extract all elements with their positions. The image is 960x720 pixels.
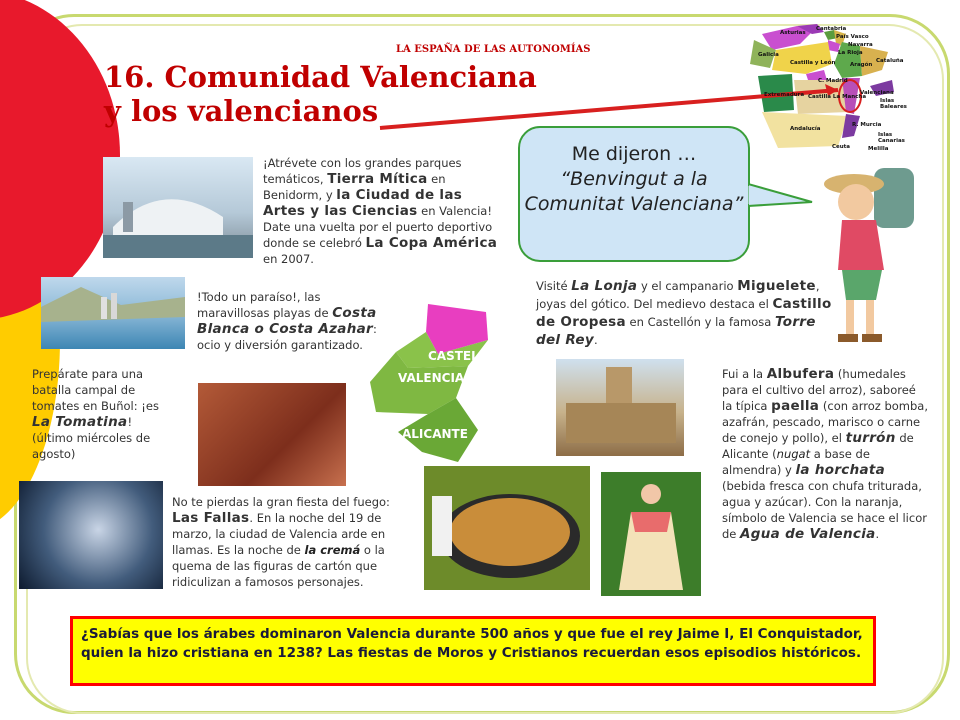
spain-map-labels: Asturias Cantabria País Vasco Galicia Navarra La Rioja Castilla y León Aragón Cataluña C. Madrid Extremadura Castilla La Mancha Valenciana Islas Baleares Andalucía R. Murcia Islas Canarias Ceuta Melilla xyxy=(758,26,907,152)
highlight-tierra-mitica: Tierra Mítica xyxy=(327,171,428,187)
province-alicante: ALICANTE xyxy=(402,427,468,441)
page-title-line1: 16. Comunidad Valenciana xyxy=(104,60,537,94)
highlight-torre-rey: Torre del Rey xyxy=(536,314,816,348)
speech-bubble-tail xyxy=(748,176,818,216)
text-beaches: !Todo un paraíso!, las maravillosas playas de Costa Blanca o Costa Azahar: ocio y diversión garantizado. xyxy=(197,290,377,352)
photo-fallas xyxy=(19,481,163,589)
highlight-agua-valencia: Agua de Valencia xyxy=(740,526,876,542)
highlight-tomatina: La Tomatina xyxy=(32,414,128,430)
highlight-horchata: la horchata xyxy=(795,462,886,478)
bubble-line2: “Benvingut a la Comunitat Valenciana” xyxy=(524,168,744,215)
footer-fact-box: ¿Sabías que los árabes dominaron Valencia durante 500 años y que fue el rey Jaime I, El Conquistador, quien la hizo cristiana en 1238? Las fiestas de Moros y Cristianos recuerdan esos episodios históricos. xyxy=(70,616,876,686)
photo-tomatina xyxy=(198,383,346,486)
photo-beach-benidorm xyxy=(41,277,185,349)
highlight-lonja: La Lonja xyxy=(571,278,638,294)
bubble-line1: Me dijeron … xyxy=(571,143,697,165)
highlight-fallas: Las Fallas xyxy=(172,510,250,526)
text-parks: ¡Atrévete con los grandes parques temáticos, Tierra Mítica en Benidorm, y la Ciudad de las Artes y las Ciencias en Valencia! Date una vuelta por el puerto deportivo donde se celebró La Copa América en 2007. xyxy=(263,156,498,266)
photo-lonja-miguelete xyxy=(556,359,684,456)
highlight-miguelete: Miguelete xyxy=(737,278,816,294)
speech-bubble xyxy=(518,126,750,262)
supertitle: LA ESPAÑA DE LAS AUTONOMÍAS xyxy=(396,44,591,55)
photo-valenciana-costume xyxy=(601,472,701,596)
highlight-albufera: Albufera xyxy=(766,366,835,382)
highlight-castillo-oropesa: Castillo de Oropesa xyxy=(536,296,832,330)
highlight-turron: turrón xyxy=(845,430,896,446)
province-castellon: CASTELLÓN xyxy=(428,349,507,363)
highlight-crema: la cremá xyxy=(304,543,361,557)
highlight-copa-america: La Copa América xyxy=(365,235,498,251)
text-albufera: Fui a la Albufera (humedales para el cultivo del arroz), saboreé la típica paella (con arroz bomba, azafrán, pescado, marisco o carne de conejo y pollo), el turrón de Alicante (nugat a base de almendra) y la horchata (bebida fresca con chufa triturada, agua y azúcar). Con la naranja, símbolo de Valencia se hace el licor de Agua de Valencia. xyxy=(722,366,928,542)
valencia-region-map xyxy=(368,302,518,470)
highlight-paella: paella xyxy=(771,398,820,414)
province-valencia: VALENCIA xyxy=(398,371,465,385)
page-title-line2: y los valencianos xyxy=(104,94,379,128)
highlight-costa: Costa Blanca o Costa Azahar xyxy=(197,305,377,337)
photo-paella xyxy=(424,466,590,590)
text-fallas: No te pierdas la gran fiesta del fuego: Las Fallas. En la noche del 19 de marzo, la ciudad de Valencia arde en llamas. Es la noche de la cremá o la quema de las figuras de cartón que ridiculizan a famosos personajes. xyxy=(172,495,390,589)
photo-ciudad-artes-ciencias xyxy=(103,157,253,258)
text-lonja: Visité La Lonja y el campanario Miguelete, joyas del gótico. Del medievo destaca el Castillo de Oropesa en Castellón y la famosa Torre del Rey. xyxy=(536,278,832,348)
highlight-ciudad-artes: la Ciudad de las Artes y las Ciencias xyxy=(263,187,463,219)
text-tomatina: Prepárate para una batalla campal de tomates en Buñol: ¡es La Tomatina! (último miércoles de agosto) xyxy=(32,367,159,461)
